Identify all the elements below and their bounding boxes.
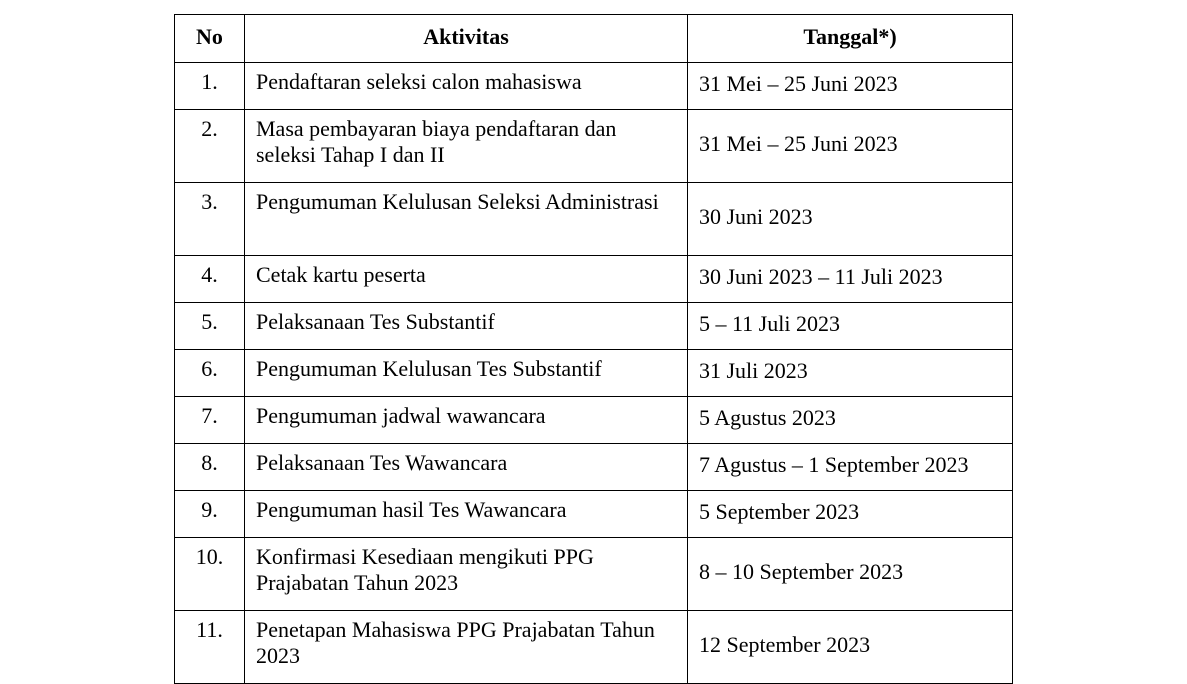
row-date: 31 Mei – 25 Juni 2023 [688,63,1013,110]
header-date: Tanggal*) [688,15,1013,63]
table-row [175,491,1013,538]
row-activity: Penetapan Mahasiswa PPG Prajabatan Tahun 2023 [245,611,688,684]
table-row [175,538,1013,611]
header-activity: Aktivitas [245,15,688,63]
row-date: 12 September 2023 [688,611,1013,684]
row-activity: Pelaksanaan Tes Substantif [245,303,688,350]
header-no: No [175,15,245,63]
table-row [175,397,1013,444]
row-date: 8 – 10 September 2023 [688,538,1013,611]
row-activity: Pengumuman jadwal wawancara [245,397,688,444]
row-number: 3. [175,183,245,256]
row-number: 4. [175,256,245,303]
row-date: 5 Agustus 2023 [688,397,1013,444]
table-row [175,303,1013,350]
row-number: 9. [175,491,245,538]
row-activity: Pelaksanaan Tes Wawancara [245,444,688,491]
schedule-table [174,14,1013,684]
row-date: 30 Juni 2023 – 11 Juli 2023 [688,256,1013,303]
row-number: 2. [175,110,245,183]
row-activity: Konfirmasi Kesediaan mengikuti PPG Prajabatan Tahun 2023 [245,538,688,611]
table-row [175,183,1013,256]
row-date: 5 – 11 Juli 2023 [688,303,1013,350]
row-number: 1. [175,63,245,110]
row-activity: Pengumuman Kelulusan Seleksi Administrasi [245,183,688,256]
row-activity: Pendaftaran seleksi calon mahasiswa [245,63,688,110]
row-date: 7 Agustus – 1 September 2023 [688,444,1013,491]
row-activity: Cetak kartu peserta [245,256,688,303]
row-number: 11. [175,611,245,684]
row-activity: Masa pembayaran biaya pendaftaran dan seleksi Tahap I dan II [245,110,688,183]
row-activity: Pengumuman hasil Tes Wawancara [245,491,688,538]
row-date: 31 Juli 2023 [688,350,1013,397]
table-row [175,611,1013,684]
row-activity: Pengumuman Kelulusan Tes Substantif [245,350,688,397]
row-number: 7. [175,397,245,444]
table-row [175,444,1013,491]
row-number: 5. [175,303,245,350]
row-number: 8. [175,444,245,491]
table-header-row [175,15,1013,63]
table-row [175,110,1013,183]
row-date: 31 Mei – 25 Juni 2023 [688,110,1013,183]
row-date: 5 September 2023 [688,491,1013,538]
row-number: 10. [175,538,245,611]
table-row [175,256,1013,303]
row-date: 30 Juni 2023 [688,183,1013,256]
row-number: 6. [175,350,245,397]
table-row [175,63,1013,110]
table-row [175,350,1013,397]
